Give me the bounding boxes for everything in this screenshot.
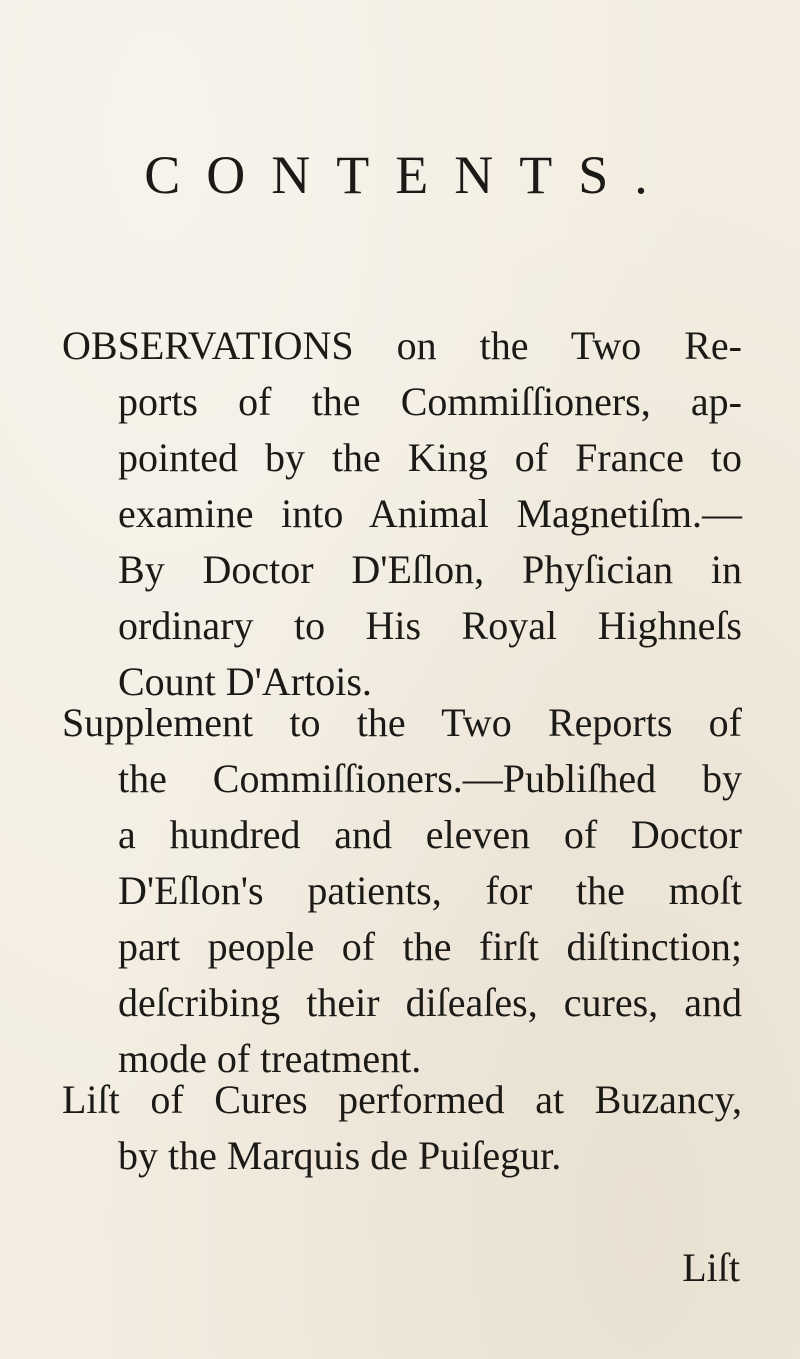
entry-line: Liſt of Cures performed at Buzancy, bbox=[62, 1077, 742, 1122]
entry-line: D'Eſlon's patients, for the moſt bbox=[118, 868, 742, 913]
catchword: Liſt bbox=[682, 1245, 740, 1290]
contents-entry-supplement bbox=[62, 695, 742, 1087]
entry-line: Count D'Artois. bbox=[118, 659, 372, 704]
page-title: CONTENTS. bbox=[144, 145, 674, 205]
entry-line: By Doctor D'Eſlon, Phyſician in bbox=[118, 547, 742, 592]
contents-entry-observations bbox=[62, 318, 742, 710]
entry-line: deſcribing their diſeaſes, cures, and bbox=[118, 980, 742, 1025]
contents-entry-list-of-cures bbox=[62, 1072, 742, 1184]
entry-line: Supplement to the Two Reports of bbox=[62, 700, 742, 745]
entry-line: by the Marquis de Puiſegur. bbox=[118, 1133, 562, 1178]
entry-line: part people of the firſt diſtinction; bbox=[118, 924, 742, 969]
entry-line: ports of the Commiſſioners, ap- bbox=[118, 379, 742, 424]
entry-line: pointed by the King of France to bbox=[118, 435, 742, 480]
entry-line: OBSERVATIONS on the Two Re- bbox=[62, 323, 742, 368]
entry-line: a hundred and eleven of Doctor bbox=[118, 812, 742, 857]
entry-line: ordinary to His Royal Highneſs bbox=[118, 603, 742, 648]
entry-line: mode of treatment. bbox=[118, 1036, 422, 1081]
entry-line: examine into Animal Magnetiſm.— bbox=[118, 491, 742, 536]
entry-line: the Commiſſioners.—Publiſhed by bbox=[118, 756, 742, 801]
